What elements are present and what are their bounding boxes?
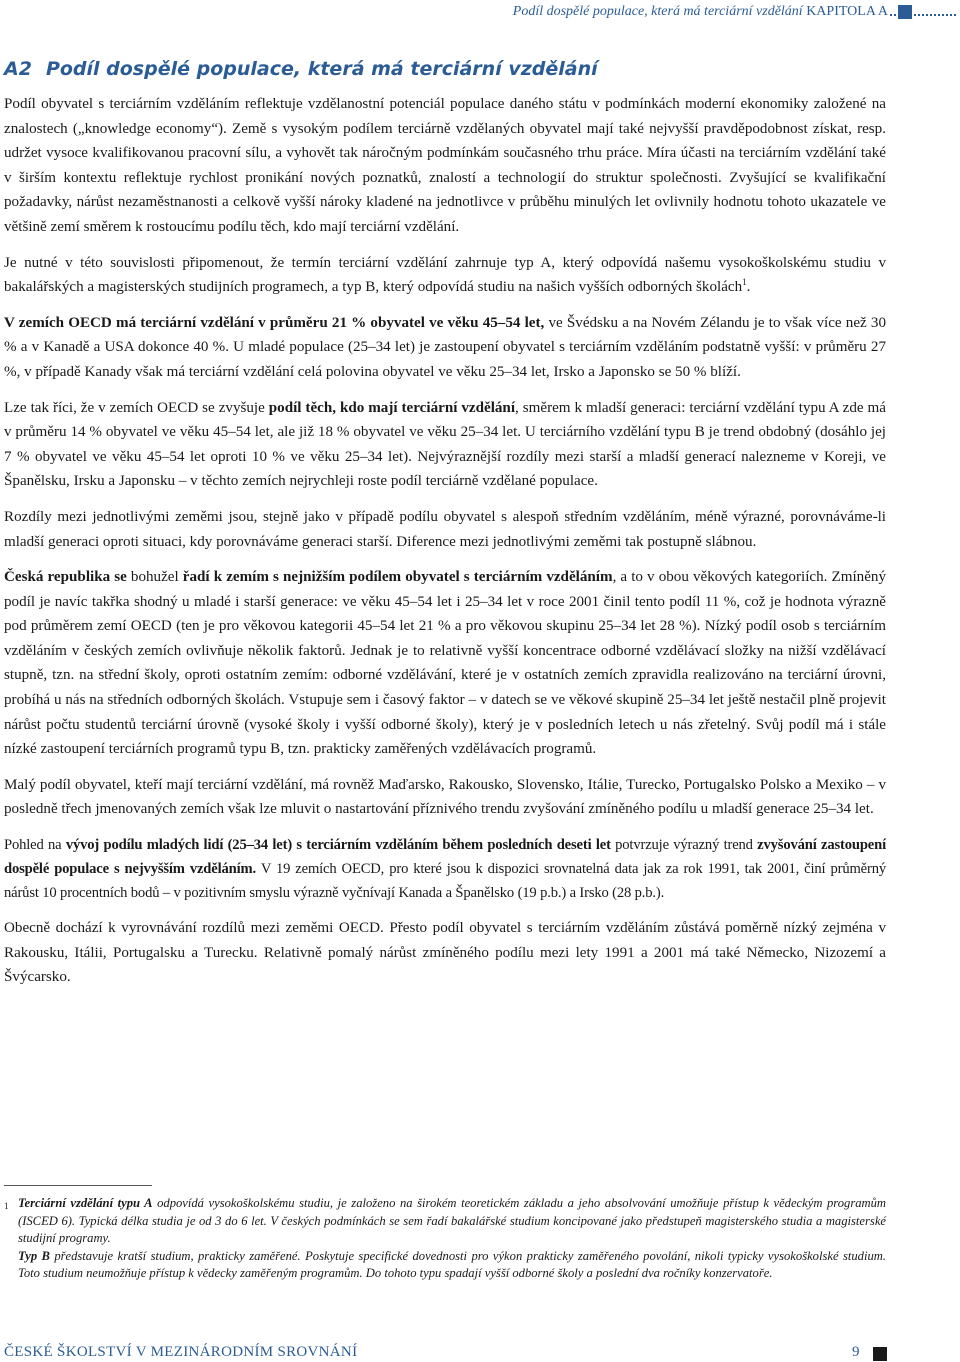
text-run: , směrem k mladší generaci: terciární vzdělání typu A zde má v průměru 14 % obyvatel ve věku 45–54 let, ale již 18 % obyvatel ve věku 25–34 let. U terciárního vzdělání typu B je trend obdobný (dosáhlo jej 7 % obyvatel ve věku 45–54 let oproti 10 % ve věku 25–34 let). Nejvýraznější rozdíly mezi starší a mladší generací nalezneme v Koreji, ve Španělsku, Irsku a Japonsku – v těchto zemích nejrychleji roste podíl terciárně vzdělané populace. [4,399,887,490]
paragraph [4,311,886,385]
paragraph [4,251,886,300]
header-square-marker [898,5,912,19]
footnote-number: 1 [4,1201,9,1211]
chapter-title-text: Podíl dospělé populace, která má terciární vzdělání [45,58,598,80]
text-run: Rozdíly mezi jednotlivými zeměmi jsou, stejně jako v případě podílu obyvatel s alespoň středním vzděláním, méně výrazné, porovnáváme-li mladší generaci oproti situaci, kdy porovnáváme generaci starší. Diference mezi jednotlivými zeměmi tak postupně slábnou. [4,508,886,550]
text-run: Obecně dochází k vyrovnávání rozdílů mezi zeměmi OECD. Přesto podíl obyvatel s terciárním vzděláním zůstává poměrně nízký zejména v Rakousku, Itálii, Portugalsku a Turecku. Relativně pomalý nárůst zmíněného podílu mezi lety 1991 a 2001 má také Německo, Nizozemí a Švýcarsko. [4,920,886,986]
chapter-code: A2 [4,58,32,80]
footnote-text [18,1195,886,1283]
paragraph [4,396,886,494]
footer-square-marker [873,1347,887,1361]
body-text [4,92,886,1001]
text-run: Lze tak říci, že v zemích OECD se zvyšuje [4,399,269,416]
text-run: potvrzuje výrazný trend [610,837,758,854]
bold-text: podíl těch, kdo mají terciární vzdělání [268,399,516,416]
bold-text: Typ B [18,1248,50,1263]
chapter-label: KAPITOLA A [806,4,888,19]
paragraph [4,833,886,905]
running-title: Podíl dospělé populace, která má terciární vzdělání [512,4,803,19]
text-run: Podíl obyvatel s terciárním vzděláním reflektuje vzdělanostní potenciál populace daného státu v podmínkách moderní ekonomiky založené na znalostech („knowledge economy“). Země s vysokým podílem terciárně vzdělaných obyvatel mají také nejvyšší pravděpodobnost získat, resp. udržet vysoce kvalifikovanou pracovní sílu, a vyhovět tak náročným podmínkám současného trhu práce. Míra účasti na terciárním vzdělání také v širším kontextu reflektuje rychlost pronikání nových poznatků, znalostí a technologií do struktur společnosti. Zvyšující se kvalifikační požadavky, nárůst nezaměstnanosti a celkově vyšší nároky kladené na jednotlivce v průběhu minulých let ovlivnily hodnotu tohoto ukazatele ve většině zemí směrem k rostoucímu podílu těch, kdo mají terciární vzdělání. [4,96,886,235]
bold-text: V zemích OECD má terciární vzdělání v průměru 21 % obyvatel ve věku 45–54 let, [4,314,545,331]
paragraph [4,773,886,822]
footnote-reference: 1 [742,277,747,288]
bold-text: Česká republika se [4,569,127,586]
text-run: Pohled na [4,837,66,854]
text-run: ve Švédsku a na Novém Zélandu je to však více než 30 % a v Kanadě a USA dokonce 40 %. U mladé populace (25–34 let) je zastoupení obyvatel s terciárním vzděláním podstatně vyšší: v průměru 27 %, v případě Kanady však má terciární vzdělání celá polovina obyvatel ve věku 25–34 let, Irsko a Japonsko se 50 % blíží. [4,314,886,380]
text-run: odpovídá vysokoškolskému studiu, je založeno na širokém teoretickém základu a jeho absolvování umožňuje přístup k vědeckým programům (ISCED 6). Typická délka studia je od 3 do 6 let. V českých podmínkách se sem řadí bakalářské studium koncipované jako předstupeň magisterského studia a magisterské studijní programy. [18,1196,886,1246]
paragraph [4,916,886,990]
page-number: 9 [852,1344,860,1360]
text-run: bohužel [126,569,183,586]
text-run: V 19 zemích OECD, pro které jsou k dispozici srovnatelná data jak za rok 1991, tak 2001, činí průměrný nárůst 10 procentních bodů – v pozitivním smyslu výrazně vyčnívají Kanada a Španělsko (19 p.b.) a Irsko (28 p.b.). [4,861,886,902]
paragraph [4,565,886,762]
text-run: Malý podíl obyvatel, kteří mají terciární vzdělání, má rovněž Maďarsko, Rakousko, Slovensko, Itálie, Turecko, Portugalsko Polsko a Mexiko – v posledně třech jmenovaných zemích však lze mluvit o nastartování příznivého trendu zvyšování zmíněného podílu u mladší generace 25–34 let. [4,776,886,818]
bold-text: zvyšování zastoupení dospělé populace s nejvyšším vzděláním. [4,837,886,878]
bold-text: řadí k zemím s nejnižším podílem obyvatel s terciárním vzděláním [182,569,613,586]
running-header [513,4,888,20]
text-run: , a to v obou věkových kategoriích. Zmíněný podíl je navíc takřka shodný u mladé i starší generace: ve věku 45–54 let i 25–34 let v roce 2001 činil tento podíl 11 %, což je hodnota výrazně pod průměrem zemí OECD (ten je pro věkovou kategorii 45–54 let 21 % a pro věkovou skupinu 25–34 let 28 %). Nízký podíl osob s terciárním vzděláním v českých zemích ovlivňuje několik faktorů. Jednak je to relativně vyšší koncentrace odborné vzdělávací složky na nižší vzdělávací stupně, tzn. na střední školy, oproti ostatním zemím: odborné vzdělávání, které je v ostatních zemích zpravidla realizováno na terciární úrovni, probíhá u nás na středních odborných školách. Vstupuje sem i časový faktor – v datech se ve věkové skupině 25–34 let ještě nestačil plně projevit nárůst počtu studentů terciární úrovně (vysoké školy i vyšší odborné školy), který je v posledních letech u nás zřetelný. Svůj podíl má i stále nízké zastoupení terciárních programů typu B, tzn. prakticky zaměřených vzdělávacích programů. [4,569,886,758]
paragraph [4,505,886,554]
header-dotted-rule [890,14,956,16]
bold-text: vývoj podílu mladých lidí (25–34 let) s terciárním vzděláním během posledních deseti let [65,837,611,854]
footnotes [4,1195,886,1283]
chapter-title [4,58,598,80]
bold-text: Terciární vzdělání typu A [18,1196,153,1210]
text-run: . [746,279,751,296]
paragraph [4,92,886,240]
text-run: představuje kratší studium, prakticky zaměřené. Poskytuje specifické dovednosti pro výkon prakticky zaměřeného povolání, nikoli typicky vysokoškolské studium. Toto studium neumožňuje přístup k vědecky zaměřeným programům. Do tohoto typu spadají vyšší odborné školy a poslední dva ročníky konzervatoře. [18,1248,886,1281]
footnote-divider [4,1185,152,1186]
text-run: Je nutné v této souvislosti připomenout, že termín terciární vzdělání zahrnuje typ A, který odpovídá našemu vysokoškolskému studiu v bakalářských a magisterských studijních programech, a typ B, který odpovídá studiu na našich vyšších odborných školách [4,254,886,296]
footer-publication: ČESKÉ ŠKOLSTVÍ V MEZINÁRODNÍM SROVNÁNÍ [4,1344,358,1360]
